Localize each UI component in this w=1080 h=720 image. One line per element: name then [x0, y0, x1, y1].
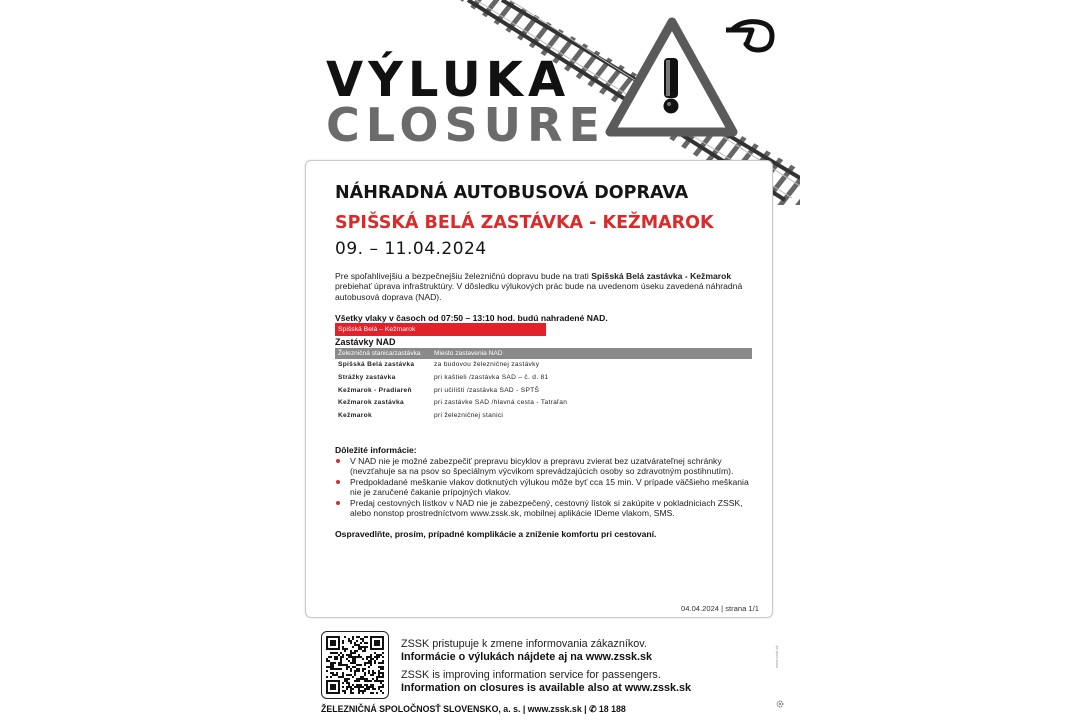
date-range: 09. – 11.04.2024 [335, 239, 487, 259]
table-header-station: Železničná stanica/zastávka [335, 348, 431, 359]
stops-title: Zastávky NAD [335, 337, 396, 347]
bullet-icon [336, 459, 340, 463]
info-item-text: V NAD nie je možné zabezpečiť prepravu bicyklov a prepravu zvierat bez uzatvárateľnej schránky (nevzťahuje sa na psov so špeciálnym výcvikom sprevádzajúcich osoby so zdravotným postihnutím). [350, 456, 734, 477]
notice-card [305, 160, 773, 618]
qr-code-icon[interactable] [321, 631, 389, 699]
table-row [335, 372, 752, 385]
table-header-row [335, 348, 752, 359]
gear-icon [776, 700, 784, 708]
replacement-bus-heading: NÁHRADNÁ AUTOBUSOVÁ DOPRAVA [335, 183, 689, 203]
bullet-icon [336, 501, 340, 505]
table-cell-stop-place: pri kaštieli /zastávka SAD – č. d. 81 [434, 373, 549, 381]
list-item [335, 456, 759, 477]
phone-icon: ✆ [589, 704, 597, 714]
footer-info-en: ZSSK is improving information service for passengers. [401, 669, 661, 681]
zssk-logo-icon [722, 16, 776, 54]
stops-table [335, 348, 752, 423]
info-item-text: Predpokladané meškanie vlakov dotknutých výlukou môže byť cca 15 min. V prípade väčšieho meškania nie je zaručené čakanie prípojných vlakov. [350, 476, 749, 498]
table-cell-stop-place: pri učilišti /zastávka SAD - SPTŠ [434, 386, 540, 394]
company-text: ŽELEZNIČNÁ SPOLOČNOSŤ SLOVENSKO, a. s. | www.zssk.sk | [321, 704, 590, 714]
important-info-list [335, 456, 759, 518]
page-info: 04.04.2024 | strana 1/1 [681, 604, 759, 613]
table-row [335, 385, 752, 398]
footer-link-en[interactable]: Information on closures is available also at www.zssk.sk [401, 682, 692, 694]
company-line [321, 704, 626, 715]
table-cell-station: Kežmarok zastávka [338, 399, 404, 407]
table-header-stop-place: Miesto zastavenia NAD [431, 348, 752, 359]
route-heading: SPIŠSKÁ BELÁ ZASTÁVKA - KEŽMAROK [335, 213, 714, 233]
list-item [335, 477, 759, 498]
table-cell-station: Kežmarok [338, 412, 372, 420]
phone-number[interactable]: 18 188 [598, 704, 626, 714]
table-cell-station: Spišská Belá zastávka [338, 361, 415, 368]
trains-replaced-note: Všetky vlaky v časoch od 07:50 – 13:10 hod. budú nahradené NAD. [335, 313, 608, 323]
table-cell-stop-place: pri zastávke SAD /hlavná cesta - Tatraľan [434, 399, 568, 407]
intro-route-bold: Spišská Belá zastávka - Kežmarok [591, 271, 732, 281]
bullet-icon [336, 480, 340, 484]
table-row [335, 410, 752, 423]
table-cell-stop-place: za budovou železničnej zastávky [434, 361, 540, 368]
table-row [335, 397, 752, 410]
route-bar: Spišská Belá – Kežmarok [335, 323, 546, 336]
table-row [335, 359, 752, 372]
table-cell-stop-place: pri železničnej stanici [434, 412, 504, 420]
title-closure-en: CLOSURE [326, 98, 606, 152]
footer-link-sk[interactable]: Informácie o výlukách nájdete aj na www.zssk.sk [401, 651, 653, 663]
list-item [335, 498, 759, 519]
intro-paragraph [335, 271, 759, 302]
title-closure-sk: VÝLUKA [326, 52, 571, 108]
intro-text-1: Pre spoľahlivejšiu a bezpečnejšiu železničnú dopravu bude na trati [335, 271, 592, 281]
info-item-text: Predaj cestovných lístkov v NAD nie je zabezpečený, cestovný lístok si zakúpite v pokladniciach ZSSK, alebo nonstop prostredníctvom www.zssk.sk, mobilnej aplikácie IDeme vlakom, SMS. [350, 497, 743, 519]
intro-text-2: prebiehať úprava infraštruktúry. V dôsledku výlukových prác bude na uvedenom úseku zavedená náhradná autobusová doprava (NAD). [335, 281, 743, 302]
table-cell-station: Strážky zastávka [338, 373, 396, 381]
table-cell-station: Kežmarok - Pradiareň [338, 386, 412, 394]
qr-code-pattern [326, 636, 384, 694]
apology-note: Ospravedlňte, prosím, prípadné komplikácie a zníženie komfortu pri cestovaní. [335, 529, 657, 539]
footer-info-sk: ZSSK pristupuje k zmene informovania zákazníkov. [401, 638, 647, 650]
important-info-title: Dôležité informácie: [335, 445, 417, 455]
side-note: www.zssk.sk [774, 645, 779, 668]
